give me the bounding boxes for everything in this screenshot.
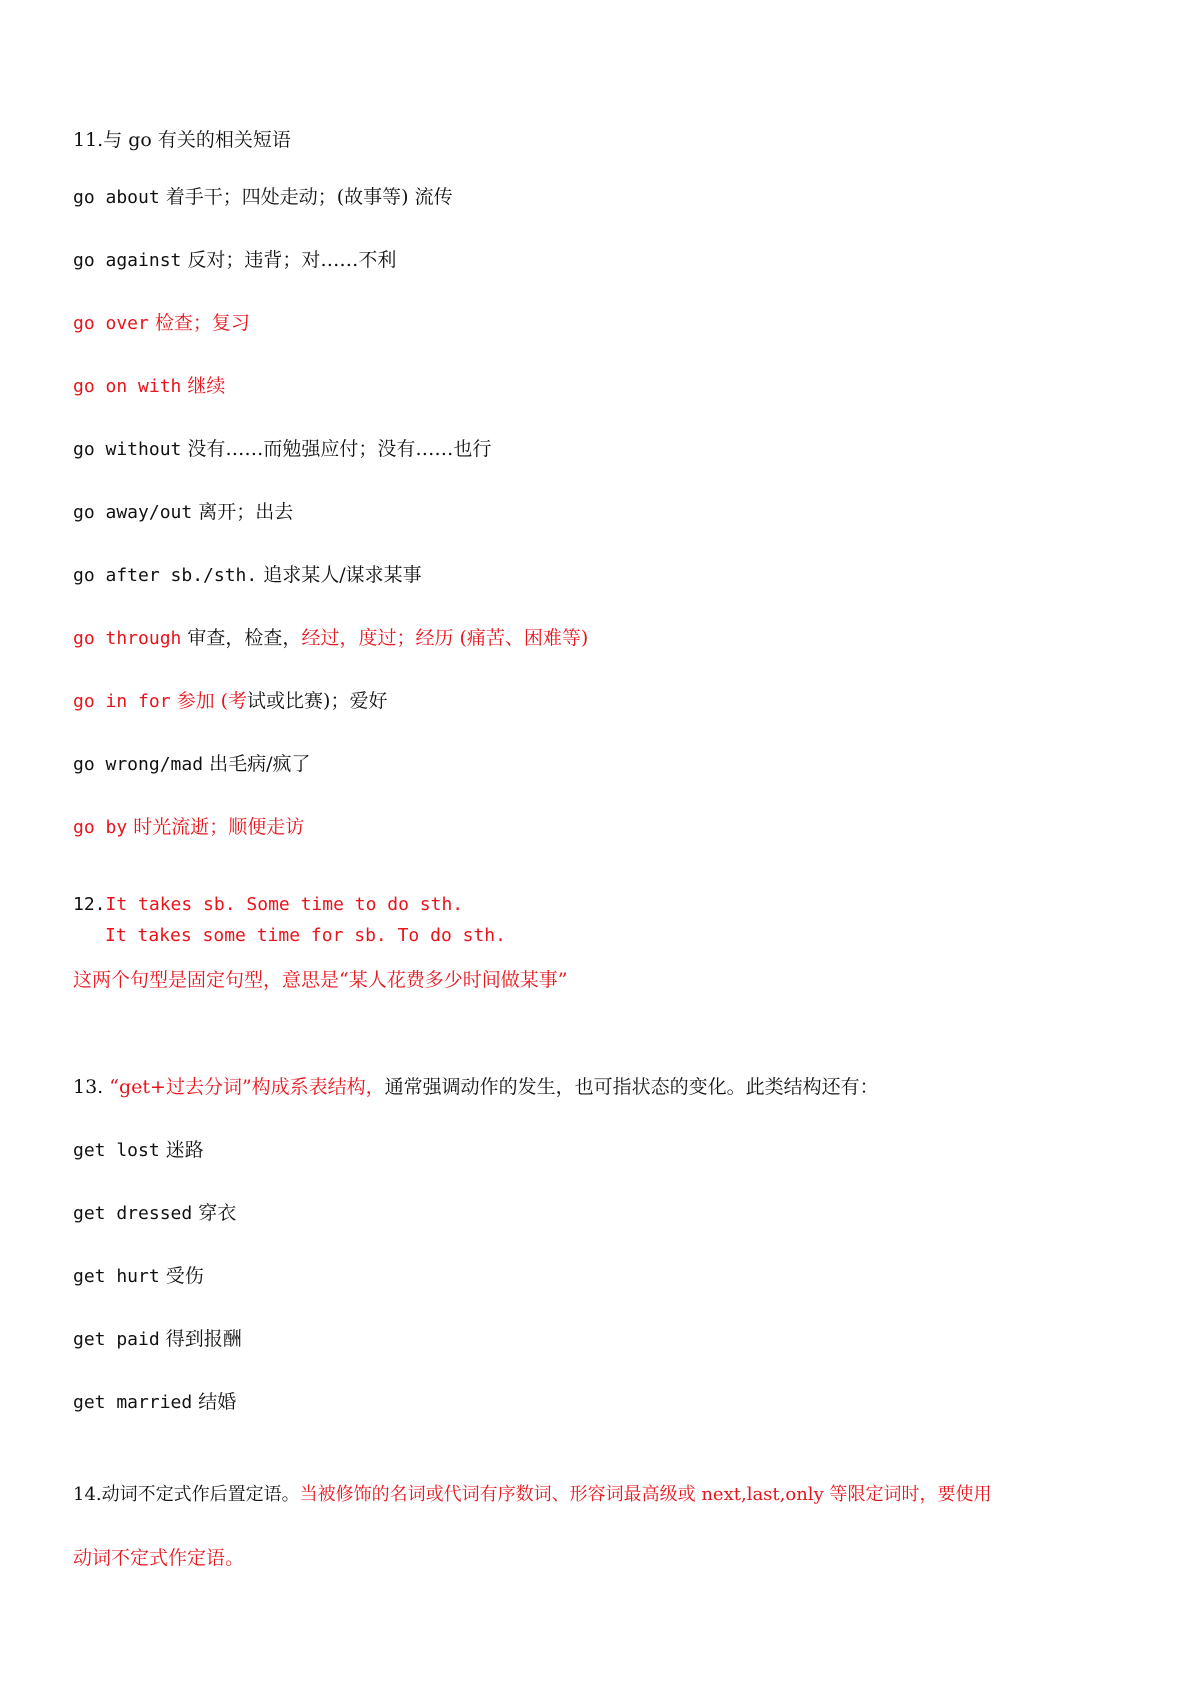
phrase-term: go in for <box>73 691 171 712</box>
section-13-number: 13. <box>73 1076 110 1098</box>
phrase-term: go on with <box>73 376 182 397</box>
phrase-term: get married <box>73 1392 193 1413</box>
phrase-term: go without <box>73 439 182 460</box>
phrase-term: go away/out <box>73 502 193 523</box>
phrase-meaning: 穿衣 <box>198 1202 237 1224</box>
sentence-pattern-1: It takes sb. Some time to do sth. <box>105 894 464 915</box>
phrase-meaning: 出毛病/疯了 <box>209 753 311 775</box>
phrase-get-married <box>73 1390 236 1415</box>
phrase-go-away-out <box>73 500 293 525</box>
phrase-term: go wrong/mad <box>73 754 204 775</box>
phrase-meaning: 反对；违背；对……不利 <box>187 249 397 271</box>
phrase-go-through <box>73 626 588 651</box>
phrase-go-on-with <box>73 374 225 399</box>
phrase-go-without <box>73 437 491 462</box>
phrase-meaning: 追求某人/谋求某事 <box>263 564 422 586</box>
phrase-term: go after sb./sth. <box>73 565 258 586</box>
phrase-get-lost <box>73 1138 204 1163</box>
phrase-go-wrong-mad <box>73 752 311 777</box>
phrase-term: go about <box>73 187 160 208</box>
section-13-heading <box>73 1075 879 1099</box>
phrase-get-paid <box>73 1327 242 1352</box>
section-14-highlight: 当被修饰的名词或代词有序数词、形容词最高级或 next,last,only 等限定词时，要使用 <box>299 1484 992 1505</box>
phrase-term: get dressed <box>73 1203 193 1224</box>
phrase-meaning-part-a: 审查，检查， <box>187 627 302 649</box>
phrase-meaning: 检查；复习 <box>154 312 250 334</box>
section-14-lead: 14.动词不定式作后置定语。 <box>73 1484 300 1505</box>
phrase-get-dressed <box>73 1201 236 1226</box>
phrase-meaning: 受伤 <box>165 1265 204 1287</box>
phrase-meaning: 结婚 <box>198 1391 237 1413</box>
phrase-meaning: 时光流逝；顺便走访 <box>133 816 305 838</box>
phrase-term: get paid <box>73 1329 160 1350</box>
phrase-meaning-part-a: 参加 (考 <box>176 690 248 712</box>
phrase-term: get hurt <box>73 1266 160 1287</box>
phrase-meaning: 迷路 <box>165 1139 204 1161</box>
phrase-go-in-for <box>73 689 387 714</box>
phrase-term: go through <box>73 628 182 649</box>
section-13-highlight: “get+过去分词”构成系表结构， <box>109 1076 385 1098</box>
phrase-term: go over <box>73 313 149 334</box>
section-14-line-1 <box>73 1483 991 1507</box>
phrase-term: get lost <box>73 1140 160 1161</box>
phrase-meaning: 继续 <box>187 375 226 397</box>
phrase-go-by <box>73 815 304 840</box>
phrase-meaning: 着手干；四处走动；(故事等) 流传 <box>165 186 453 208</box>
sentence-pattern-2: It takes some time for sb. To do sth. <box>105 925 506 946</box>
section-12-note: 这两个句型是固定句型，意思是“某人花费多少时间做某事” <box>73 969 568 991</box>
section-12-number: 12. <box>73 894 106 915</box>
phrase-go-after <box>73 563 422 588</box>
phrase-meaning: 得到报酬 <box>165 1328 242 1350</box>
section-11-heading: 11.与 go 有关的相关短语 <box>73 129 291 151</box>
phrase-meaning: 没有……而勉强应付；没有……也行 <box>187 438 492 460</box>
phrase-meaning-part-b: 经过，度过；经历 (痛苦、困难等) <box>301 627 589 649</box>
phrase-term: go by <box>73 817 128 838</box>
phrase-meaning-part-b: 试或比赛)；爱好 <box>247 690 388 712</box>
phrase-go-against <box>73 248 396 273</box>
phrase-meaning: 离开；出去 <box>198 501 294 523</box>
phrase-go-about <box>73 185 453 210</box>
section-14-line-2: 动词不定式作定语。 <box>73 1547 245 1569</box>
phrase-term: go against <box>73 250 182 271</box>
phrase-go-over <box>73 311 250 336</box>
section-12-sentence-1 <box>73 892 463 917</box>
phrase-get-hurt <box>73 1264 204 1289</box>
section-13-rest: 通常强调动作的发生，也可指状态的变化。此类结构还有： <box>384 1076 879 1098</box>
